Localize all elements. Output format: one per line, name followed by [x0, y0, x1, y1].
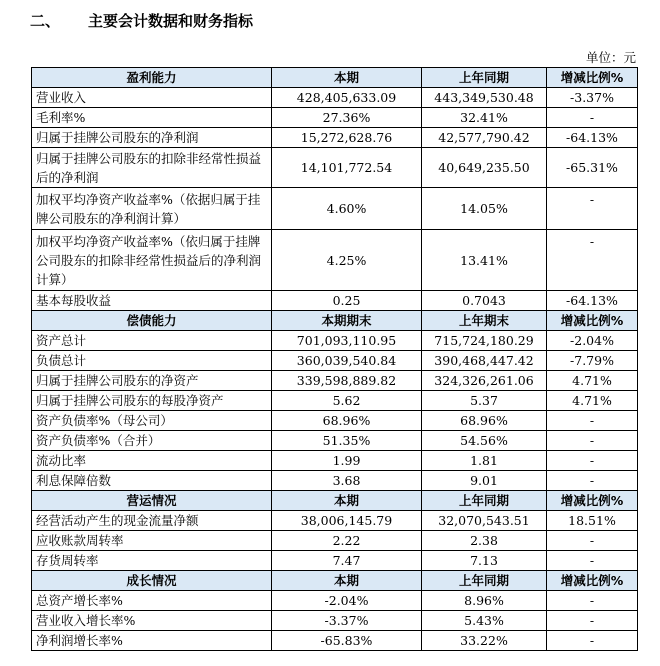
current-value: -2.04% [272, 591, 422, 611]
row-label: 营业收入 [32, 88, 272, 108]
row-label: 经营活动产生的现金流量净额 [32, 511, 272, 531]
section-title: 主要会计数据和财务指标 [88, 12, 254, 30]
change-value: 18.51% [547, 511, 638, 531]
prior-value: 324,326,261.06 [422, 371, 547, 391]
row-label: 负债总计 [32, 351, 272, 371]
change-value: - [547, 108, 638, 128]
prior-value: 1.81 [422, 451, 547, 471]
current-value: 4.25% [272, 230, 422, 291]
column-header: 增减比例% [547, 491, 638, 511]
current-value: 15,272,628.76 [272, 128, 422, 148]
prior-value: 715,724,180.29 [422, 331, 547, 351]
table-row [32, 128, 638, 148]
row-label: 应收账款周转率 [32, 531, 272, 551]
prior-value: 390,468,447.42 [422, 351, 547, 371]
row-label: 利息保障倍数 [32, 471, 272, 491]
row-label: 资产负债率%（合并） [32, 431, 272, 451]
table-row [32, 148, 638, 188]
current-value: -65.83% [272, 631, 422, 651]
table-row [32, 551, 638, 571]
table-row [32, 471, 638, 491]
prior-value: 54.56% [422, 431, 547, 451]
current-value: 5.62 [272, 391, 422, 411]
table-row [32, 431, 638, 451]
column-header: 上年同期 [422, 491, 547, 511]
change-value: -7.79% [547, 351, 638, 371]
row-label: 归属于挂牌公司股东的扣除非经常性损益后的净利润 [32, 148, 272, 188]
current-value: 428,405,633.09 [272, 88, 422, 108]
section-number: 二、 [30, 12, 61, 30]
table-row [32, 188, 638, 230]
row-label: 流动比率 [32, 451, 272, 471]
prior-value: 32,070,543.51 [422, 511, 547, 531]
table-row [32, 411, 638, 431]
change-value: -2.04% [547, 331, 638, 351]
current-value: 339,598,889.82 [272, 371, 422, 391]
change-value: -64.13% [547, 128, 638, 148]
unit-label: 单位：元 [585, 50, 636, 65]
prior-value: 8.96% [422, 591, 547, 611]
column-header: 增减比例% [547, 311, 638, 331]
change-value: -3.37% [547, 88, 638, 108]
prior-value: 42,577,790.42 [422, 128, 547, 148]
row-label: 资产负债率%（母公司） [32, 411, 272, 431]
change-value: - [547, 591, 638, 611]
prior-value: 33.22% [422, 631, 547, 651]
row-label: 营业收入增长率% [32, 611, 272, 631]
table-row [32, 230, 638, 291]
table-row [32, 371, 638, 391]
column-header: 本期 [272, 491, 422, 511]
prior-value: 40,649,235.50 [422, 148, 547, 188]
prior-value: 14.05% [422, 188, 547, 230]
table-row [32, 108, 638, 128]
table-row [32, 331, 638, 351]
current-value: 27.36% [272, 108, 422, 128]
row-label: 总资产增长率% [32, 591, 272, 611]
row-label: 加权平均净资产收益率%（依据归属于挂牌公司股东的净利润计算） [32, 188, 272, 230]
column-header: 上年期末 [422, 311, 547, 331]
column-header: 增减比例% [547, 571, 638, 591]
column-header: 成长情况 [32, 571, 272, 591]
section-header-row [32, 491, 638, 511]
current-value: 1.99 [272, 451, 422, 471]
table-row [32, 531, 638, 551]
column-header: 营运情况 [32, 491, 272, 511]
current-value: -3.37% [272, 611, 422, 631]
row-label: 净利润增长率% [32, 631, 272, 651]
row-label: 归属于挂牌公司股东的净资产 [32, 371, 272, 391]
table-row [32, 351, 638, 371]
prior-value: 0.7043 [422, 291, 547, 311]
prior-value: 13.41% [422, 230, 547, 291]
table-row [32, 631, 638, 651]
table-row [32, 611, 638, 631]
prior-value: 7.13 [422, 551, 547, 571]
current-value: 701,093,110.95 [272, 331, 422, 351]
section-heading [30, 10, 253, 31]
change-value: - [547, 431, 638, 451]
current-value: 7.47 [272, 551, 422, 571]
change-value: - [547, 611, 638, 631]
prior-value: 68.96% [422, 411, 547, 431]
section-header-row [32, 311, 638, 331]
change-value: - [547, 531, 638, 551]
row-label: 资产总计 [32, 331, 272, 351]
row-label: 归属于挂牌公司股东的净利润 [32, 128, 272, 148]
column-header: 本期期末 [272, 311, 422, 331]
section-header-row [32, 571, 638, 591]
table-row [32, 391, 638, 411]
table-row [32, 291, 638, 311]
column-header: 偿债能力 [32, 311, 272, 331]
prior-value: 5.43% [422, 611, 547, 631]
row-label: 归属于挂牌公司股东的每股净资产 [32, 391, 272, 411]
column-header: 增减比例% [547, 68, 638, 88]
prior-value: 2.38 [422, 531, 547, 551]
section-header-row [32, 68, 638, 88]
column-header: 上年同期 [422, 68, 547, 88]
current-value: 2.22 [272, 531, 422, 551]
prior-value: 9.01 [422, 471, 547, 491]
current-value: 14,101,772.54 [272, 148, 422, 188]
current-value: 51.35% [272, 431, 422, 451]
column-header: 本期 [272, 571, 422, 591]
change-value: - [547, 230, 638, 291]
current-value: 68.96% [272, 411, 422, 431]
table-row [32, 511, 638, 531]
change-value: - [547, 188, 638, 230]
row-label: 存货周转率 [32, 551, 272, 571]
column-header: 本期 [272, 68, 422, 88]
prior-value: 443,349,530.48 [422, 88, 547, 108]
change-value: - [547, 411, 638, 431]
column-header: 盈利能力 [32, 68, 272, 88]
current-value: 360,039,540.84 [272, 351, 422, 371]
change-value: 4.71% [547, 391, 638, 411]
table-row [32, 88, 638, 108]
prior-value: 5.37 [422, 391, 547, 411]
current-value: 3.68 [272, 471, 422, 491]
change-value: - [547, 551, 638, 571]
current-value: 4.60% [272, 188, 422, 230]
change-value: -65.31% [547, 148, 638, 188]
row-label: 基本每股收益 [32, 291, 272, 311]
change-value: - [547, 451, 638, 471]
column-header: 上年同期 [422, 571, 547, 591]
row-label: 毛利率% [32, 108, 272, 128]
change-value: - [547, 631, 638, 651]
prior-value: 32.41% [422, 108, 547, 128]
row-label: 加权平均净资产收益率%（依归属于挂牌公司股东的扣除非经常性损益后的净利润计算） [32, 230, 272, 291]
table-body [32, 68, 638, 651]
change-value: - [547, 471, 638, 491]
change-value: -64.13% [547, 291, 638, 311]
current-value: 0.25 [272, 291, 422, 311]
table-row [32, 591, 638, 611]
current-value: 38,006,145.79 [272, 511, 422, 531]
table-row [32, 451, 638, 471]
change-value: 4.71% [547, 371, 638, 391]
financial-indicators-table [31, 67, 638, 651]
